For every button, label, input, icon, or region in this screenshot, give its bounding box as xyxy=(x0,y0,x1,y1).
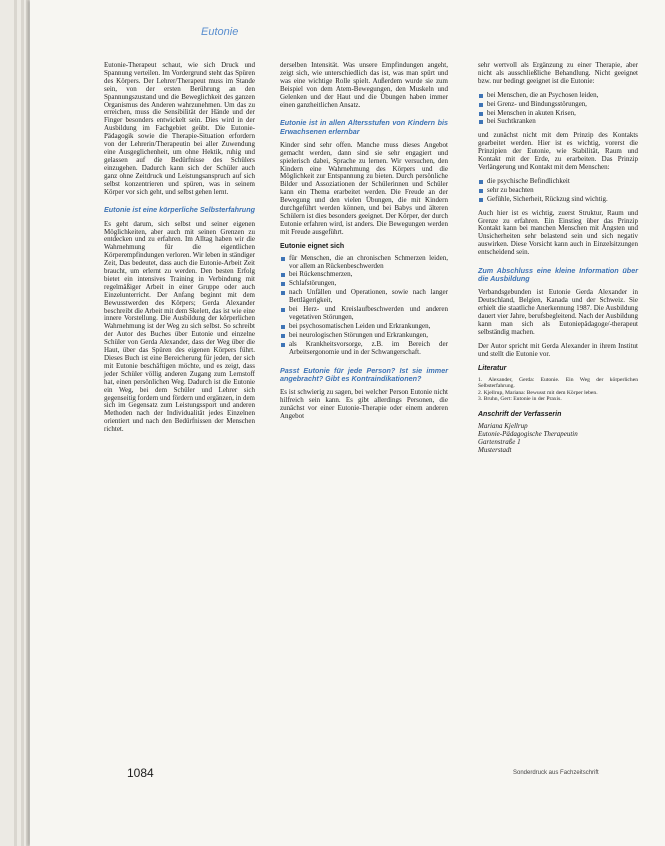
list-item: bei neurologischen Störungen und Erkrankungen, xyxy=(280,332,448,340)
column-left xyxy=(104,62,255,440)
address-heading: Anschrift der Verfasserin xyxy=(478,410,562,418)
list-item: für Menschen, die an chronischen Schmerzen leiden, vor allem an Rückenbeschwerden xyxy=(280,255,448,271)
contraindication-list xyxy=(478,92,638,127)
section-heading: Eutonie ist eine körperliche Selbsterfahrung xyxy=(104,205,255,215)
list-item: Gefühle, Sicherheit, Rückzug sind wichtig. xyxy=(478,196,638,204)
section-heading: Eutonie ist in allen Altersstufen von Kindern bis Erwachsenen erlernbar xyxy=(280,118,448,136)
paragraph: Auch hier ist es wichtig, zuerst Struktur, Raum und Grenze zu erfahren. Ein Einstieg über das Prinzip Kontakt kann bei manchen Menschen mit Ängsten und Unsicherheiten sehr belastend sein und sich negativ auswirken. Diese Vorsicht kann auch in Einzelsitzungen entscheidend sein. xyxy=(478,208,638,257)
list-item: nach Unfällen und Operationen, sowie nach langer Bettlägerigkeit, xyxy=(280,289,448,305)
list-item: bei Menschen, die an Psychosen leiden, xyxy=(478,92,638,100)
page-edge-2 xyxy=(21,0,24,846)
list-item: sehr zu beachten xyxy=(478,187,638,195)
address-line: Gartenstraße 1 xyxy=(478,437,521,446)
subheading: Eutonie eignet sich xyxy=(280,242,345,250)
footer-journal-line: Sonderdruck aus Fachzeitschrift xyxy=(513,770,599,776)
paragraph: derselben Intensität. Was unsere Empfindungen angeht, zeigt sich, wie unterschiedlich das ist, was man spürt und was eine wichtige Rolle spielt. Außerdem wurde sie zum Beispiel von dem Atem-Bewegungen, den Muskeln und Gelenken und der Haut und die Übungen haben immer einen ganzheitlichen Ansatz. xyxy=(280,61,448,109)
list-item: als Krankheitsvorsorge, z.B. im Bereich der Arbeitsergonomie und in der Schwangerschaft. xyxy=(280,341,448,357)
list-item: bei Menschen in akuten Krisen, xyxy=(478,110,638,118)
paragraph: Verbandsgebunden ist Eutonie Gerda Alexander in Deutschland, Belgien, Kanada und der Schweiz. Sie erhielt die staatliche Anerkennung 1987. Die Ausbildung dauert vier Jahre, berufsbegleitend. Nach der Ausbildung kann man sich als Eutoniepädagoge/-therapeut selbständig machen. xyxy=(478,288,638,336)
paragraph: Es ist schwierig zu sagen, bei welcher Person Eutonie nicht hilfreich sein kann. Es gibt allerdings Personen, die zunächst vor einer Eutonie-Therapie oder einem anderen Angebot xyxy=(280,387,448,420)
list-item: bei psychosomatischen Leiden und Erkrankungen, xyxy=(280,323,448,331)
literature-item: 2. Kjellrup, Mariana: Bewusst mit dem Körper leben. xyxy=(478,389,598,396)
paragraph: sehr wertvoll als Ergänzung zu einer Therapie, aber nicht als ausschließliche Behandlung. Nicht geeignet bzw. nur bedingt geeignet ist die Eutonie: xyxy=(478,61,638,85)
list-item: Schlafstörungen, xyxy=(280,280,448,288)
section-heading: Passt Eutonie für jede Person? Ist sie immer angebracht? Gibt es Kontraindikationen? xyxy=(280,365,448,383)
list-item: bei Grenz- und Bindungsstörungen, xyxy=(478,101,638,109)
address-line: Musterstadt xyxy=(478,445,512,454)
address-line: Eutonie-Pädagogische Therapeutin xyxy=(478,429,578,438)
literature-heading: Literatur xyxy=(478,364,507,372)
column-middle xyxy=(280,62,448,427)
paragraph: und zunächst nicht mit dem Prinzip des Kontakts gearbeitet werden. Hier ist es wichtig, vorerst die Prinzipien der Eutonie, wie Stabilität, Raum und Kontakt mit der Erde, zu erarbeiten. Das Prinzip Verlängerung und Kontakt mit dem Menschen: xyxy=(478,131,638,171)
list-item: bei Herz- und Kreislaufbeschwerden und anderen vegetativen Störungen, xyxy=(280,306,448,322)
list-item: bei Suchtkranken xyxy=(478,118,638,126)
paragraph: Der Autor spricht mit Gerda Alexander in ihrem Institut und stellt die Eutonie vor. xyxy=(478,341,638,358)
literature-item: 3. Bruhn, Gert: Eutonie in der Praxis. xyxy=(478,396,562,403)
literature-item: 1. Alexander, Gerda: Eutonie. Ein Weg der körperlichen Selbsterfahrung. xyxy=(478,376,638,390)
running-head: Eutonie xyxy=(201,26,239,38)
page-edge-3 xyxy=(26,0,29,846)
section-heading: Zum Abschluss eine kleine Information über die Ausbildung xyxy=(478,266,638,284)
list-item: die psychische Befindlichkeit xyxy=(478,178,638,186)
indication-list xyxy=(280,255,448,357)
address-block xyxy=(478,423,638,455)
paragraph: Es geht darum, sich selbst und seiner eigenen Möglichkeiten, aber auch mit seinen Grenzen zu entdecken und zu erfahren. Im Alltag haben wir die Wahrnehmung für die eigentlichen Körperempfindungen verloren. Wir leben in ständiger Zeit, Das bedeutet, dass auch die Eutonie-Arbeit Zeit braucht, um erlernt zu werden. Den besten Erfolg bietet ein intensives Training in Verbindung mit regelmäßiger Arbeit in einer Gruppe oder auch Einzelunterricht. Der Anfang beginnt mit dem Bewusstwerden des Körpers; Gerda Alexander beschreibt die Arbeit mit dem Skelett, das ist wie eine innere Vorstellung. Die Ausbildung der körperlichen Wahrnehmung ist der Weg zu sich selbst. So schreibt der Autor des Buches über Eutonie und einzelne Schüler von Gerda Alexander, dass der Weg über die Haut, über das Spüren des eigenen Körpers führt. Dieses Buch ist eine Bereicherung für jeden, der sich mit Eutonie beschäftigen möchte, und es zeigt, dass jeder Schüler völlig anderen Zugang zum Lernstoff hat, einen persönlichen Weg. Dadurch ist die Eutonie ein Weg, bei dem Schüler und Lehrer sich gegenseitig fordern und fördern und ergänzen, in dem sich im Gegensatz zum Leistungssport und anderen Methoden nach der Individualität jedes Einzelnen orientiert und nach den Bedürfnissen der Menschen richtet. xyxy=(104,219,255,434)
paragraph: Kinder sind sehr offen. Manche muss dieses Angebot gemacht werden, dann sind sie sehr engagiert und spielerisch dabei, Sprache zu lernen. Wir versuchen, den Kindern eine Wahrnehmung des Körpers und die Möglichkeit zur Entspannung zu bieten. Durch persönliche Bilder und Assoziationen der Schülerinnen und Schüler kann ein Thema erarbeitet werden. Die Freude an der Bewegung und den vielen Übungen, die mit Kindern durchgeführt werden können, und bei Babys und älteren Schülern ist dies besonders geeignet. Der Körper, der durch Eutonie erfahren wird, ist anders. Die Bewegungen werden mit Freude ausgeführt. xyxy=(280,140,448,236)
literature-list xyxy=(478,377,638,403)
column-right xyxy=(478,62,638,455)
list-item: bei Rückenschmerzen, xyxy=(280,271,448,279)
address-line: Mariana Kjellrup xyxy=(478,421,528,430)
page-edge-1 xyxy=(14,0,17,846)
page-number: 1084 xyxy=(127,766,154,780)
principle-list xyxy=(478,178,638,204)
paragraph: Eutonie-Therapeut schaut, wie sich Druck und Spannung verteilen. Im Vordergrund steht das Spüren des Körpers. Der Lehrer/Therapeut muss im Stande sein, von der ersten Berührung an den Spannungszustand und die Beweglichkeit des ganzen Organismus des Anderen wahrzunehmen. Um das zu erreichen, muss die Sensibilität der Hände und der Finger besonders entwickelt sein. Dies wird in der Ausbildung im Fachgebiet geübt. Die Eutonie-Pädagogik sowie die Therapie-Situation erfordern von der Lehrerin/Therapeutin bei aller Zuwendung eine Ausgeglichenheit, um ohne Hektik, ruhig und gelassen auf die Bedürfnisse des Schülers einzugehen. Dadurch kann sich der Schüler auch ganz ohne Zeitdruck und Leistungsanspruch auf sich selbst konzentrieren und spüren, was in seinem Körper vor sich geht, und selbst gehen lernt. xyxy=(104,61,255,196)
